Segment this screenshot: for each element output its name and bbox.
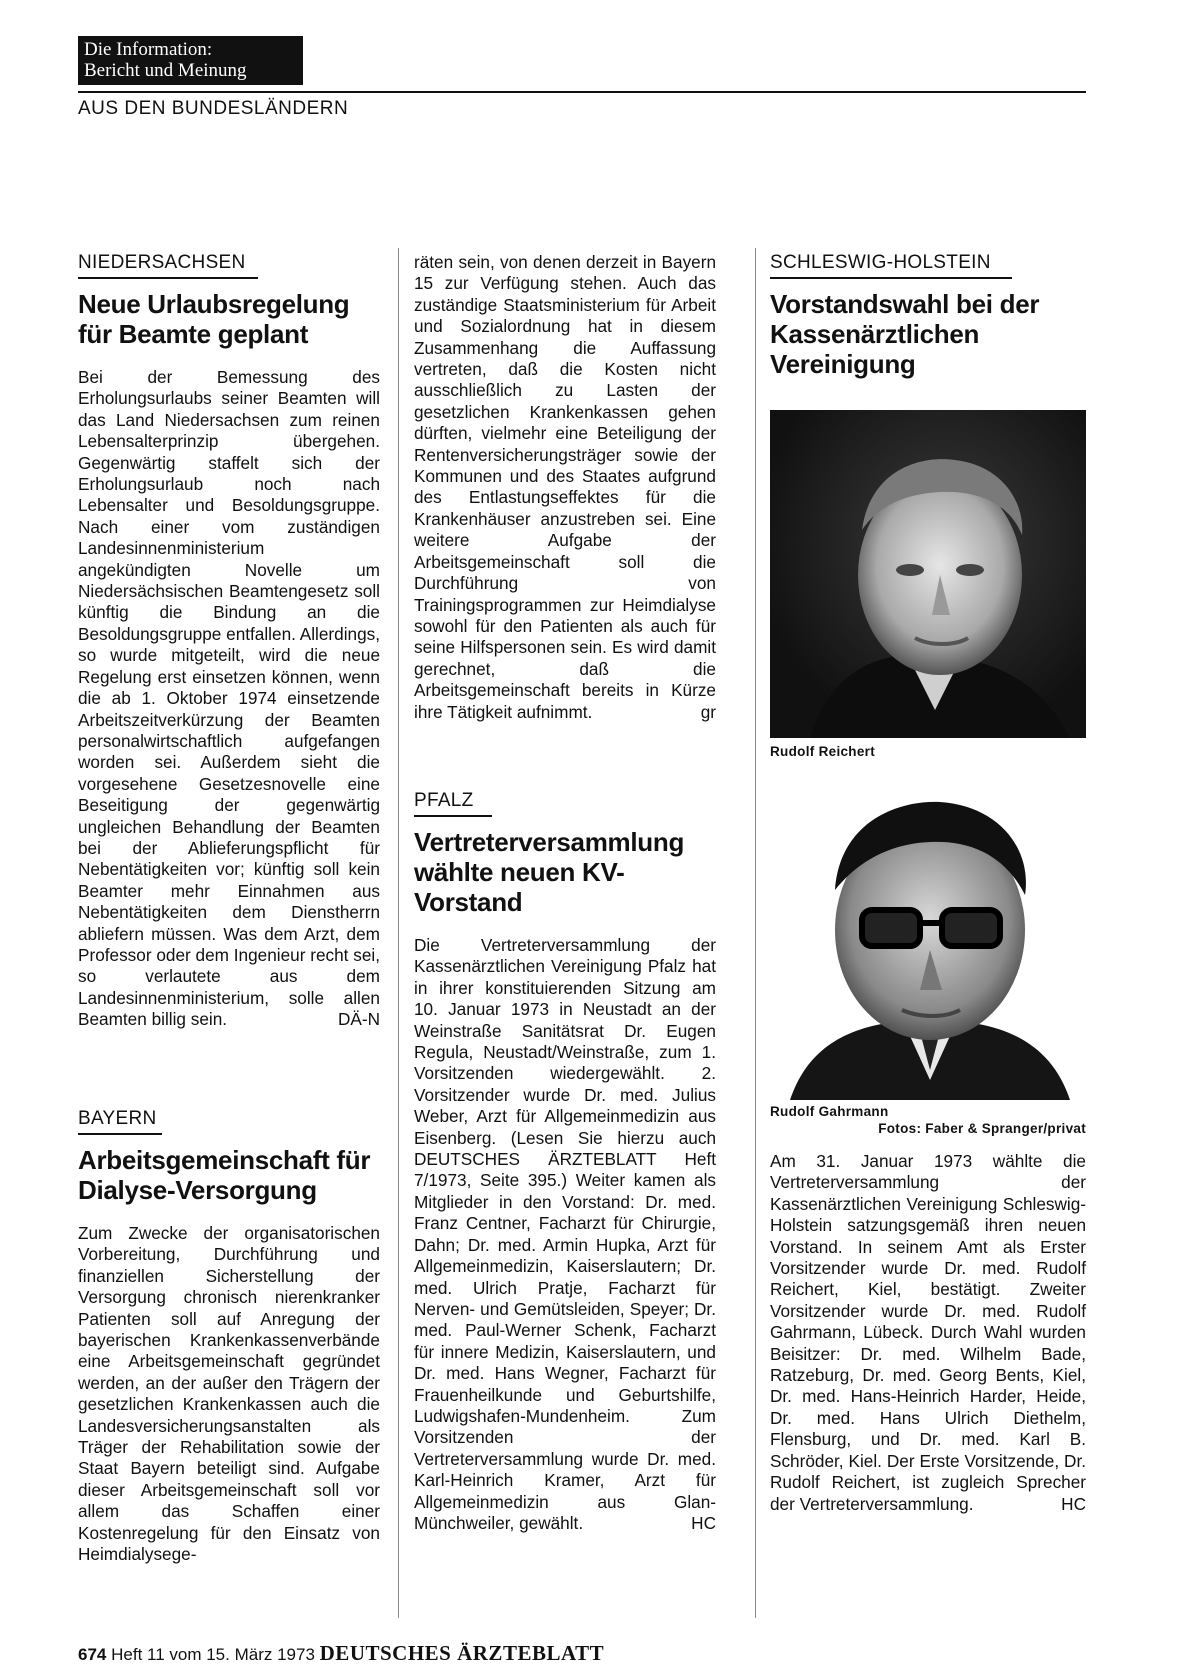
page-footer bbox=[78, 1641, 604, 1666]
portrait-image bbox=[770, 410, 1086, 738]
header-rule bbox=[78, 91, 1086, 93]
rubric-line-1: Die Information: bbox=[84, 39, 213, 60]
region-underline bbox=[414, 815, 492, 817]
article-headline: Vertreterversammlung wählte neuen KV-Vorstand bbox=[414, 827, 685, 917]
rubric-box bbox=[78, 36, 303, 85]
article-body: Am 31. Januar 1973 wählte die Vertreterversammlung der Kassenärztlichen Vereinigung Schleswig-Holstein satzungsgemäß ihren neuen Vorstand. In seinem Amt als Erster Vorsitzender wurde Dr. med. Rudolf Reichert, Kiel, bestätigt. Zweiter Vorsitzender wurde Dr. med. Rudolf Gahrmann, Lübeck. Durch Wahl wurden Beisitzer: Dr. med. Wilhelm Bade, Ratzeburg, Dr. med. Georg Bents, Kiel, Dr. med. Hans-Heinrich Harder, Heide, Dr. med. Hans Ulrich Diethelm, Flensburg, und Dr. med. Karl B. Schröder, Kiel. Der Erste Vorsitzende, Dr. Rudolf Reichert, ist zugleich Sprecher der Vertreterversammlung. HC bbox=[770, 1151, 1086, 1514]
region-label: SCHLESWIG-HOLSTEIN bbox=[770, 252, 991, 273]
section-title: AUS DEN BUNDESLÄNDERN bbox=[78, 98, 349, 119]
article-signature: HC bbox=[1061, 1493, 1086, 1514]
article-headline: Neue Urlaubsregelung für Beamte geplant bbox=[78, 289, 350, 349]
article-signature: DÄ-N bbox=[337, 1009, 380, 1030]
issue-info: Heft 11 vom 15. März 1973 bbox=[111, 1645, 315, 1664]
article-niedersachsen bbox=[78, 252, 380, 1031]
rubric-line-2: Bericht und Meinung bbox=[84, 60, 247, 81]
article-signature: gr bbox=[700, 701, 716, 722]
article-bayern bbox=[78, 1108, 380, 1566]
article-signature: HC bbox=[691, 1512, 716, 1533]
photo-caption-2: Rudolf Gahrmann bbox=[770, 1104, 889, 1119]
article-schleswig-holstein-body bbox=[770, 1151, 1086, 1515]
article-body-part-2: räten sein, von denen derzeit in Bayern 15 zur Verfügung stehen. Auch das zuständige Staatsministerium für Arbeit und Sozialordnung hat in diesem Zusammenhang die Auffassung vertreten, daß die Kosten nicht ausschließlich zu Lasten der gesetzlichen Krankenkassen gehen dürften, vielmehr eine Beteiligung der Rentenversicherungsträger sowie der Kommunen und des Staates aufgrund des Entlastungseffektes für die Krankenhäuser anzustreben sei. Eine weitere Aufgabe der Arbeitsgemeinschaft soll die Durchführung von Trainingsprogrammen zur Heimdialyse sowohl für den Patienten als auch für seine Hilfspersonen sein. Es wird damit gerechnet, daß die Arbeitsgemeinschaft bereits in Kürze ihre Tätigkeit aufnimmt. gr bbox=[414, 252, 716, 722]
article-body: Die Vertreterversammlung der Kassenärztlichen Vereinigung Pfalz hat in ihrer konstituierenden Sitzung am 10. Januar 1973 in Neustadt an der Weinstraße Sanitätsrat Dr. Eugen Regula, Neustadt/Weinstraße, zum 1. Vorsitzenden wiedergewählt. 2. Vorsitzender wurde Dr. med. Julius Weber, Arzt für Allgemeinmedizin aus Eisenberg. (Lesen Sie hierzu auch DEUTSCHES ÄRZTEBLATT Heft 7/1973, Seite 395.) Weiter kamen als Mitglieder in den Vorstand: Dr. med. Franz Centner, Facharzt für Chirurgie, Dahn; Dr. med. Armin Hupka, Arzt für Allgemeinmedizin, Kaiserslautern; Dr. med. Ulrich Pratje, Facharzt für Nerven- und Gemütsleiden, Speyer; Dr. med. Paul-Werner Schenk, Facharzt für innere Medizin, Kaiserslautern, und Dr. med. Hans Wegner, Facharzt für Frauenheilkunde und Geburtshilfe, Ludwigshafen-Mundenheim. Zum Vorsitzenden der Vertreterversammlung wurde Dr. med. Karl-Heinrich Kramer, Arzt für Allgemeinmedizin aus Glan-Münchweiler, gewählt. HC bbox=[414, 935, 716, 1533]
region-underline bbox=[770, 277, 1012, 279]
article-bayern-continued bbox=[414, 252, 716, 723]
region-label: PFALZ bbox=[414, 790, 474, 811]
article-body-part-1: Zum Zwecke der organisatorischen Vorbereitung, Durchführung und finanziellen Sicherstellung der Versorgung chronisch nierenkranker Patienten soll auf Anregung der bayerischen Krankenkassenverbände eine Arbeitsgemeinschaft gegründet werden, an der außer den Trägern der gesetzlichen Krankenkassen auch die Landesversicherungsanstalten als Träger der Rehabilitation sowie der Staat Bayern beteiligt sind. Aufgabe dieser Arbeitsgemeinschaft soll vor allem das Schaffen einer Kostenregelung für den Einsatz von Heimdialysege- bbox=[78, 1223, 380, 1565]
article-body: Bei der Bemessung des Erholungsurlaubs seiner Beamten will das Land Niedersachsen zum reinen Lebensalterprinzip übergehen. Gegenwärtig staffelt sich der Erholungsurlaub noch nach Lebensalter und Besoldungsgruppe. Nach einer vom zuständigen Landesinnenministerium angekündigten Novelle um Niedersächsischen Beamtengesetz soll künftig die Bindung an die Besoldungsgruppe entfallen. Allerdings, so wurde mitgeteilt, wird die neue Regelung erst einsetzen können, wenn die ab 1. Oktober 1974 einsetzende Arbeitszeitverkürzung der Beamten personalwirtschaftlich aufgefangen worden sei. Außerdem sieht die vorgesehene Gesetzesnovelle eine Beseitigung der gegenwärtig ungleichen Behandlung der Beamten bei der Ablieferungspflicht für Nebentätigkeiten vor; künftig soll kein Beamter mehr Einnahmen aus Nebentätigkeiten dem Dienstherrn abliefern müssen. Was dem Arzt, dem Professor oder dem Ingenieur recht sei, so verlautete aus dem Landesinnenministerium, solle allen Beamten billig sein. DÄ-N bbox=[78, 367, 380, 1030]
region-underline bbox=[78, 277, 258, 279]
column-divider-1 bbox=[398, 248, 399, 1618]
region-underline bbox=[78, 1133, 162, 1135]
column-divider-2 bbox=[755, 248, 756, 1618]
page-number: 674 bbox=[78, 1645, 107, 1664]
article-headline: Vorstandswahl bei der Kassenärztlichen Vereinigung bbox=[770, 289, 1040, 379]
magazine-name: DEUTSCHES ÄRZTEBLATT bbox=[319, 1641, 605, 1665]
photo-caption-1: Rudolf Reichert bbox=[770, 744, 876, 759]
region-label: BAYERN bbox=[78, 1108, 157, 1129]
article-pfalz bbox=[414, 790, 716, 1534]
portrait-photo-gahrmann bbox=[770, 770, 1086, 1100]
article-schleswig-holstein bbox=[770, 252, 1086, 397]
region-label: NIEDERSACHSEN bbox=[78, 252, 246, 273]
photo-credit: Fotos: Faber & Spranger/privat bbox=[878, 1121, 1086, 1136]
article-headline: Arbeitsgemeinschaft für Dialyse-Versorgung bbox=[78, 1145, 371, 1205]
portrait-image bbox=[770, 770, 1086, 1100]
portrait-photo-reichert bbox=[770, 410, 1086, 738]
